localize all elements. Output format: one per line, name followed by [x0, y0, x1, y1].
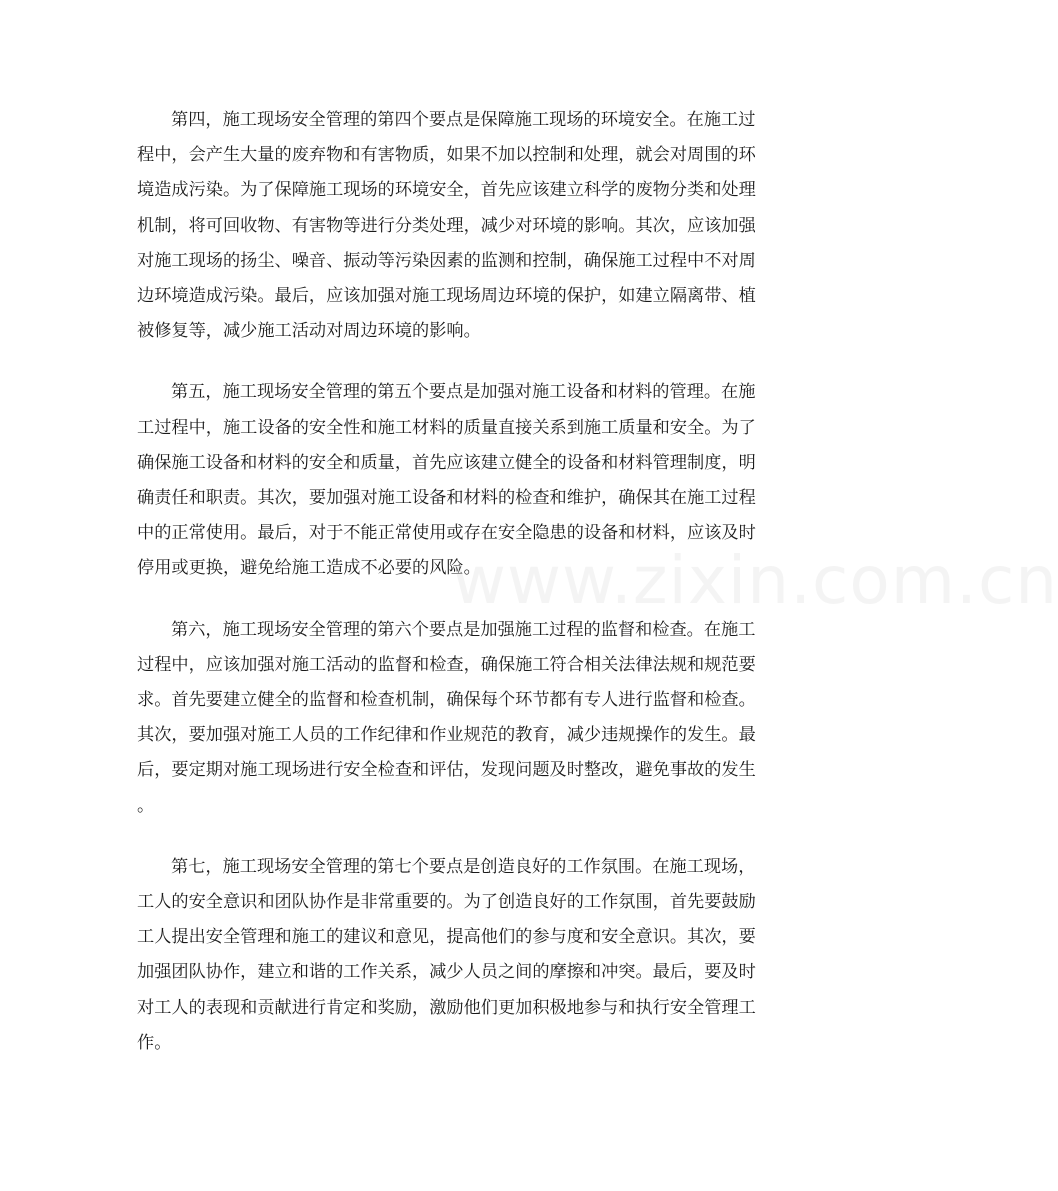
paragraph-6: [137, 613, 785, 824]
text-line: 第五，施工现场安全管理的第五个要点是加强对施工设备和材料的管理。在施: [171, 382, 756, 403]
text-line: 。: [137, 795, 155, 816]
text-line: 第七，施工现场安全管理的第七个要点是创造良好的工作氛围。在施工现场，: [171, 856, 756, 877]
text-line: 求。首先要建立健全的监督和检查机制，确保每个环节都有专人进行监督和检查。: [137, 690, 756, 711]
text-line: 程中，会产生大量的废弃物和有害物质，如果不加以控制和处理，就会对周围的环: [137, 145, 756, 166]
text-line: 对施工现场的扬尘、噪音、振动等污染因素的监测和控制，确保施工过程中不对周: [137, 250, 756, 271]
text-line: 境造成污染。为了保障施工现场的环境安全，首先应该建立科学的废物分类和处理: [137, 180, 756, 201]
paragraph-4: [137, 103, 785, 349]
text-line: 其次，要加强对施工人员的工作纪律和作业规范的教育，减少违规操作的发生。最: [137, 725, 756, 746]
text-line: 确责任和职责。其次，要加强对施工设备和材料的检查和维护，确保其在施工过程: [137, 488, 756, 509]
text-line: 第四，施工现场安全管理的第四个要点是保障施工现场的环境安全。在施工过: [171, 110, 756, 130]
text-line: 工过程中，施工设备的安全性和施工材料的质量直接关系到施工质量和安全。为了: [137, 417, 756, 438]
paragraph-7: [137, 850, 785, 1061]
text-line: 后，要定期对施工现场进行安全检查和评估，发现问题及时整改，避免事故的发生: [137, 760, 756, 781]
text-line: 工人提出安全管理和施工的建议和意见，提高他们的参与度和安全意识。其次，要: [137, 927, 756, 948]
document-body: [137, 103, 785, 1087]
text-line: 被修复等，减少施工活动对周边环境的影响。: [137, 321, 481, 342]
text-line: 停用或更换，避免给施工造成不必要的风险。: [137, 558, 481, 579]
text-line: 边环境造成污染。最后，应该加强对施工现场周边环境的保护，如建立隔离带、植: [137, 286, 756, 307]
text-line: 对工人的表现和贡献进行肯定和奖励，激励他们更加积极地参与和执行安全管理工: [137, 997, 756, 1018]
text-line: 加强团队协作，建立和谐的工作关系，减少人员之间的摩擦和冲突。最后，要及时: [137, 962, 756, 983]
text-line: 作。: [137, 1032, 172, 1053]
text-line: 工人的安全意识和团队协作是非常重要的。为了创造良好的工作氛围，首先要鼓励: [137, 892, 756, 913]
text-line: 过程中，应该加强对施工活动的监督和检查，确保施工符合相关法律法规和规范要: [137, 654, 756, 675]
text-line: 中的正常使用。最后，对于不能正常使用或存在安全隐患的设备和材料，应该及时: [137, 523, 756, 544]
text-line: 第六，施工现场安全管理的第六个要点是加强施工过程的监督和检查。在施工: [171, 619, 756, 640]
text-line: 确保施工设备和材料的安全和质量，首先应该建立健全的设备和材料管理制度，明: [137, 452, 756, 473]
text-line: 机制，将可回收物、有害物等进行分类处理，减少对环境的影响。其次，应该加强: [137, 215, 756, 236]
paragraph-5: [137, 375, 785, 586]
watermark: www.zixin.com.cn: [452, 542, 1058, 619]
